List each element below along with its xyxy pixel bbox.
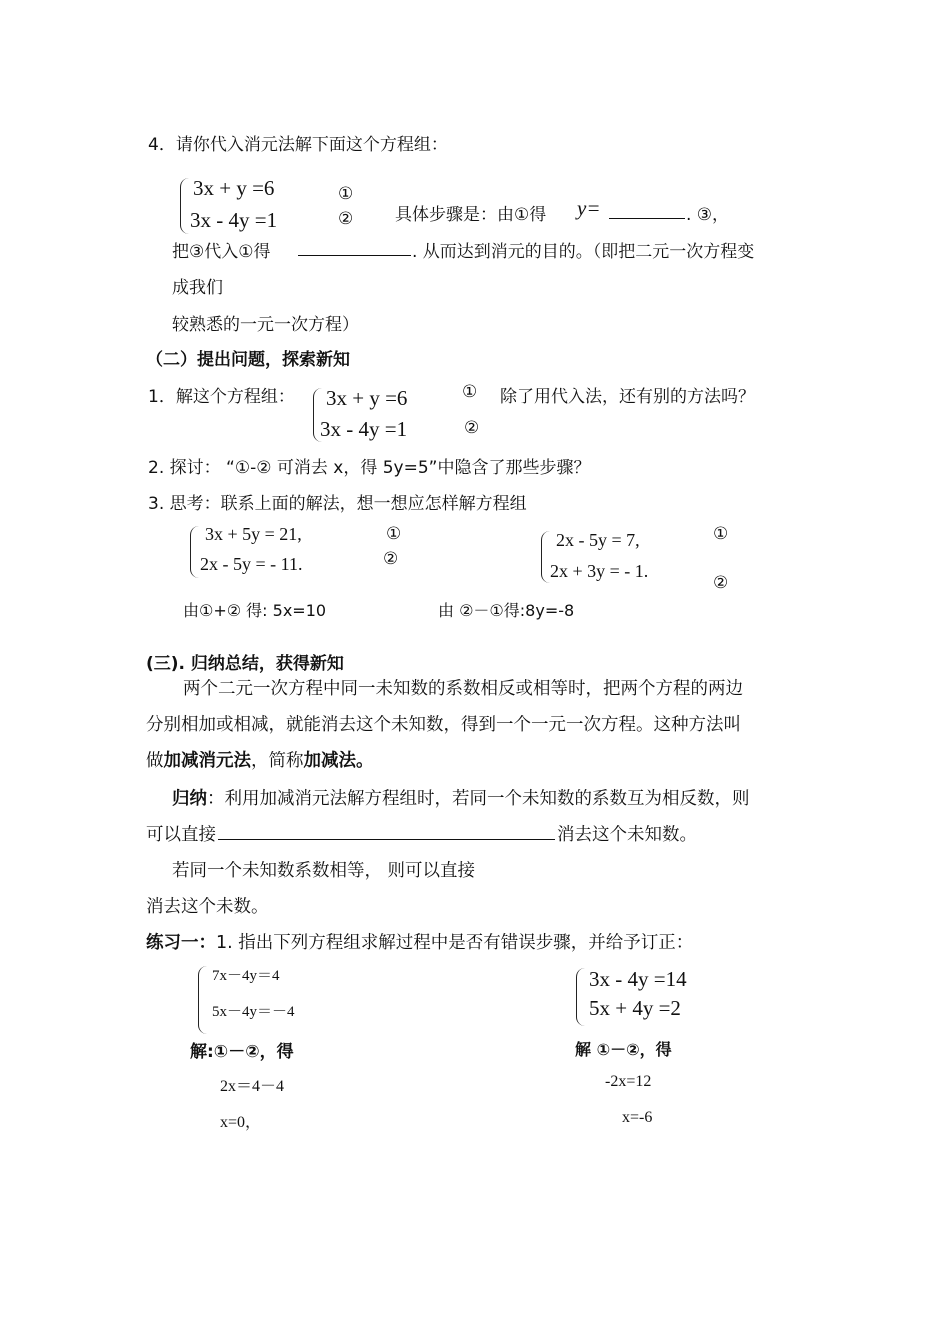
section2-p1-label: 1．解这个方程组：	[148, 387, 295, 407]
section2-sysB-mark2: ②	[713, 573, 729, 593]
exercise-left-solution: 解:①－②，得	[190, 1042, 294, 1062]
section2-sysA-mark1: ①	[386, 524, 402, 544]
section3-term: 加减消元法	[163, 751, 251, 771]
q4-mark2: ②	[338, 209, 354, 229]
section2-p1-question: 除了用代入法，还有别的方法吗？	[500, 387, 755, 407]
q4-line3: 成我们	[172, 278, 223, 298]
section2-sysA-mark2: ②	[383, 549, 399, 569]
exercise-right-solution: 解 ①－②，得	[575, 1040, 672, 1059]
exercise-label: 练习一：	[146, 933, 216, 953]
section3-summary-label: 归纳	[172, 789, 207, 809]
exercise-left-brace	[198, 966, 207, 1034]
section2-result-a: 由①+② 得: 5x=10	[183, 601, 327, 620]
section2-p1-eq1: 3x + y =6	[326, 386, 408, 410]
exercise-right-step1: -2x=12	[605, 1073, 652, 1090]
section3-summary-text: ：利用加减消元法解方程组时，若同一个未知数的系数互为相反数，则	[207, 789, 750, 809]
section3-para-line2: 分别相加或相减，就能消去这个未知数，得到一个一元一次方程。这种方法叫	[146, 715, 741, 735]
q4-steps-text: 具体步骤是：由①得	[395, 205, 547, 225]
section3-para-line1: 两个二元一次方程中同一未知数的系数相反或相等时，把两个方程的两边	[183, 679, 743, 699]
section2-sysB-brace	[541, 531, 550, 583]
exercise-title: 1. 指出下列方程组求解过程中是否有错误步骤，并给予订正：	[216, 933, 694, 953]
exercise-left-eq1: 7x－4y＝4	[212, 968, 280, 984]
q4-brace	[180, 178, 189, 234]
section3-summary	[172, 785, 750, 810]
q4-mark1: ①	[338, 184, 354, 204]
section3-para-line3	[146, 747, 374, 772]
section2-sysA-eq2: 2x - 5y = - 11.	[200, 554, 303, 574]
exercise-left-eq2: 5x－4y＝－4	[212, 1004, 295, 1020]
q4-eq1: 3x + y =6	[193, 176, 275, 200]
q4-line2a: 把③代入①得	[172, 242, 271, 262]
section2-p1-mark2: ②	[464, 418, 480, 438]
section3-heading: (三). 归纳总结，获得新知	[146, 654, 344, 674]
section2-sysB-eq2: 2x + 3y = - 1.	[550, 561, 649, 581]
section3-same-l2: 消去这个未数。	[146, 897, 269, 917]
section2-sysB-eq1: 2x - 5y = 7,	[556, 530, 640, 550]
exercise-right-brace	[576, 968, 585, 1026]
exercise-right-eq1: 3x - 4y =14	[589, 967, 687, 991]
q4-line4: 较熟悉的一元一次方程）	[172, 315, 359, 335]
section2-p1-mark1: ①	[462, 382, 478, 402]
section2-result-b: 由 ②－①得:8y=-8	[438, 601, 575, 620]
q4-y-eq: y=	[577, 196, 601, 220]
section2-heading: （二）提出问题，探索新知	[146, 350, 350, 370]
q4-blank-y	[609, 218, 685, 219]
section2-p3: 3. 思考：联系上面的解法，想一想应怎样解方程组	[148, 494, 527, 514]
q4-line2b: . 从而达到消元的目的。（即把二元一次方程变	[412, 242, 755, 262]
section2-p1-eq2: 3x - 4y =1	[320, 417, 408, 441]
exercise-heading	[146, 929, 693, 954]
q4-blank-sub	[298, 255, 411, 256]
exercise-left-step1: 2x＝4－4	[220, 1078, 285, 1095]
section2-sysA-eq1: 3x + 5y = 21,	[205, 524, 302, 544]
q4-intro: 4．请你代入消元法解下面这个方程组：	[148, 135, 448, 155]
exercise-right-eq2: 5x + 4y =2	[589, 996, 681, 1020]
section3-blank	[218, 839, 555, 840]
section3-summary-l2b: 消去这个未知数。	[557, 825, 697, 845]
q4-after-blank: . ③，	[686, 205, 730, 225]
section3-summary-l2a: 可以直接	[146, 825, 216, 845]
exercise-right-step2: x=-6	[622, 1109, 653, 1126]
section3-para-l3c: ，简称	[251, 751, 304, 771]
section2-sysA-brace	[190, 526, 199, 578]
section3-short-term: 加减法。	[303, 751, 374, 771]
section3-same-l1: 若同一个未知数系数相等， 则可以直接	[172, 861, 476, 881]
section2-p2: 2. 探讨： “①-② 可消去 x，得 5y=5”中隐含了那些步骤？	[148, 458, 591, 478]
section3-para-l3a: 做	[146, 751, 164, 771]
section2-sysB-mark1: ①	[713, 524, 729, 544]
q4-eq2: 3x - 4y =1	[190, 208, 278, 232]
exercise-left-step2: x=0，	[220, 1114, 262, 1131]
